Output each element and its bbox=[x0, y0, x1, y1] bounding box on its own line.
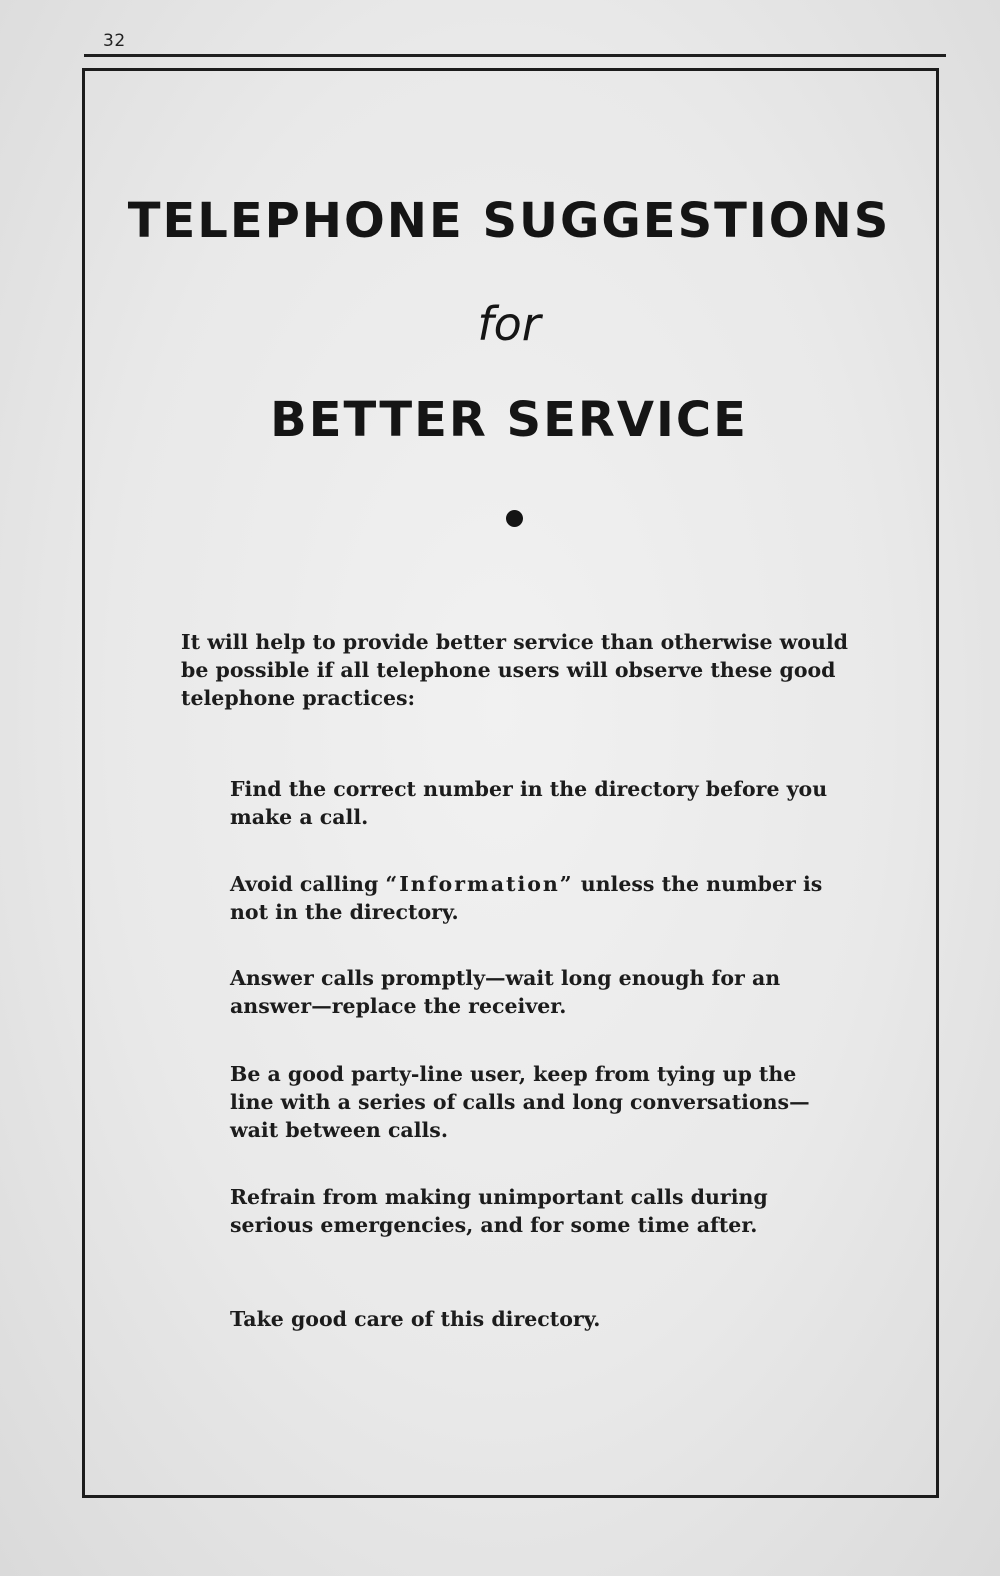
heading-telephone-suggestions: TELEPHONE SUGGESTIONS bbox=[127, 193, 891, 249]
suggestion-item: Find the correct number in the directory before you make a call. bbox=[230, 777, 828, 829]
page-number: 32 bbox=[103, 31, 126, 51]
ornament-dot-icon bbox=[506, 510, 523, 527]
suggestion-item: Take good care of this directory. bbox=[230, 1307, 601, 1331]
intro-paragraph: It will help to provide better service than otherwise would be possible if all telephone users will observe these good telephone practices: bbox=[181, 630, 848, 710]
suggestion-text: Avoid calling bbox=[230, 872, 386, 896]
information-quoted: “Information” bbox=[385, 872, 574, 896]
heading-better-service: BETTER SERVICE bbox=[270, 392, 748, 448]
suggestion-item bbox=[230, 870, 830, 926]
suggestion-text: unless the number is not in the directory. bbox=[230, 872, 823, 924]
suggestion-item: Answer calls promptly—wait long enough for an answer—replace the receiver. bbox=[230, 966, 781, 1018]
suggestion-item: Refrain from making unimportant calls during serious emergencies, and for some time after. bbox=[230, 1185, 768, 1237]
heading-for: for bbox=[477, 297, 541, 351]
suggestion-item: Be a good party-line user, keep from tying up the line with a series of calls and long conversations—wait between calls. bbox=[230, 1062, 810, 1142]
top-rule bbox=[84, 54, 946, 57]
